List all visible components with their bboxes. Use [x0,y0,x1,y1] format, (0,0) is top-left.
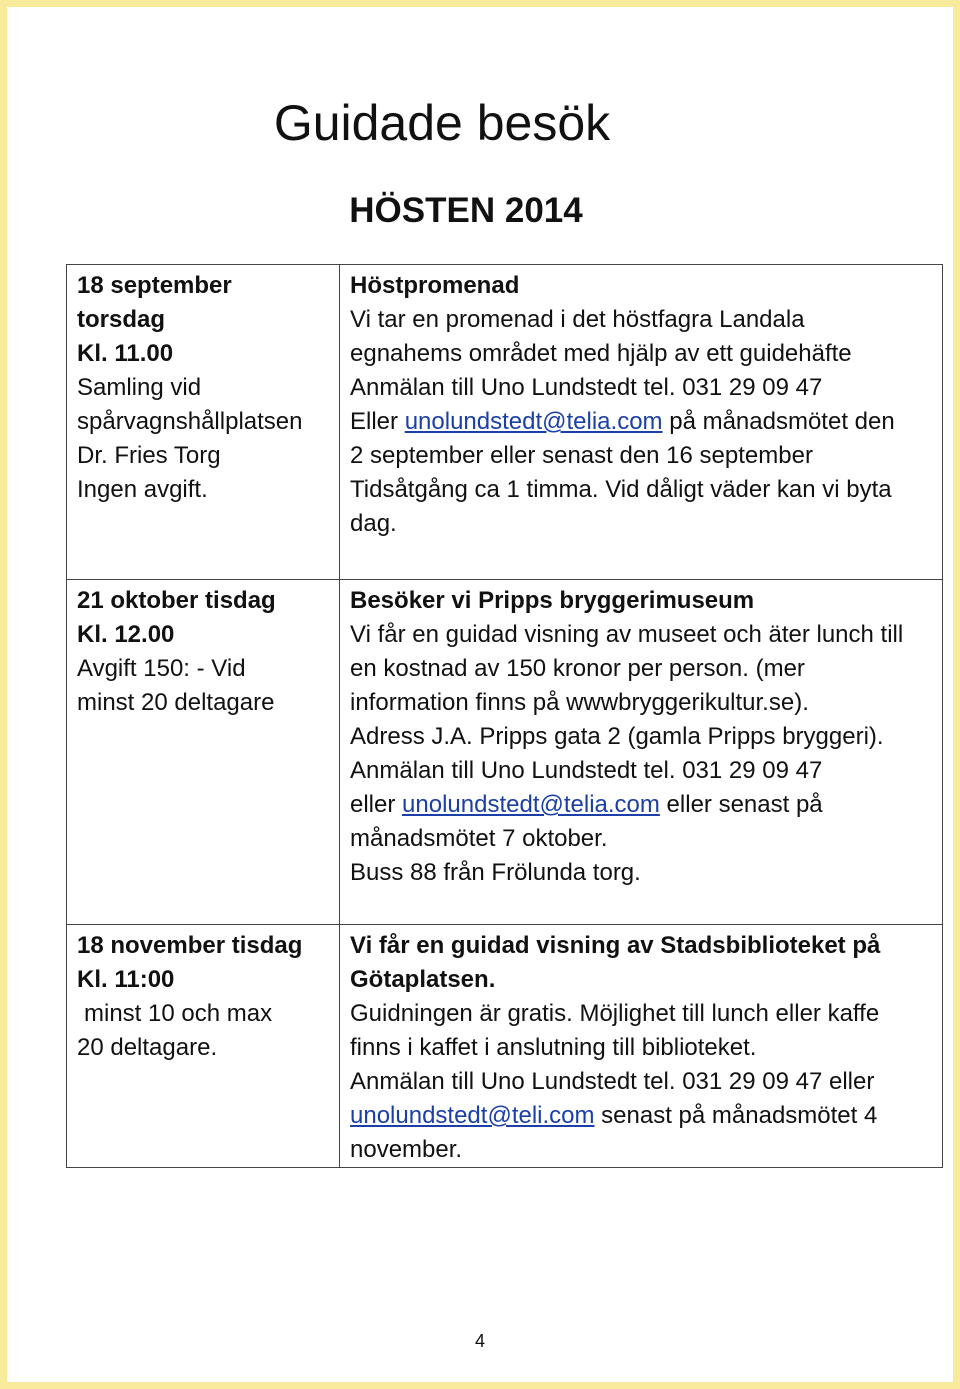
event-text: 2 september eller senast den 16 september [350,442,813,469]
event-text: Anmälan till Uno Lundstedt tel. 031 29 09 47 eller [350,1068,875,1095]
event-info: spårvagnshållplatsen [77,408,303,435]
event-text: Vi får en guidad visning av museet och äter lunch till [350,621,904,648]
event-description-cell [340,925,943,1168]
event-heading: Götaplatsen. [350,966,496,993]
event-time: Kl. 11:00 [77,966,175,993]
email-link[interactable]: unolundstedt@telia.com [404,408,663,435]
event-info: Samling vid [77,374,202,401]
email-suffix: på månadsmötet den [662,408,895,435]
event-heading: Besöker vi Pripps bryggerimuseum [350,587,755,614]
event-text: Vi tar en promenad i det höstfagra Landala [350,306,805,333]
event-date-cell [67,580,340,925]
event-text: november. [350,1136,463,1163]
email-suffix: eller senast på [659,791,823,818]
event-date-cell [67,925,340,1168]
email-prefix: eller [350,791,403,818]
page-title: Guidade besök [273,95,611,151]
event-date-cell [67,265,340,580]
event-text: egnahems området med hjälp av ett guidehäfte [350,340,852,367]
event-text: dag. [350,510,397,537]
event-date: 21 oktober tisdag [77,587,276,614]
event-info: minst 10 och max [84,1000,273,1027]
event-description-cell [340,580,943,925]
event-email-line [350,1099,932,1133]
event-text: en kostnad av 150 kronor per person. (mer [350,655,805,682]
event-date: 18 september [77,272,232,299]
event-time: Kl. 12.00 [77,621,175,648]
event-time: Kl. 11.00 [77,340,174,367]
event-text: Buss 88 från Frölunda torg. [350,859,641,886]
event-text: Anmälan till Uno Lundstedt tel. 031 29 09 47 [350,757,823,784]
page-number: 4 [474,1331,485,1351]
event-text: månadsmötet 7 oktober. [350,825,608,852]
event-info: Avgift 150: - Vid [77,655,246,682]
events-table [66,264,943,1168]
email-link[interactable]: unolundstedt@teli.com [350,1102,595,1129]
email-prefix: Eller [350,408,405,435]
event-text: Tidsåtgång ca 1 timma. Vid dåligt väder kan vi byta [350,476,892,503]
event-row [67,925,943,1168]
event-info: minst 20 deltagare [77,689,275,716]
email-suffix: senast på månadsmötet 4 [594,1102,878,1129]
event-email-line [350,788,932,822]
event-text: Adress J.A. Pripps gata 2 (gamla Pripps bryggeri). [350,723,884,750]
event-info: Ingen avgift. [77,476,208,503]
event-text: information finns på wwwbryggerikultur.se). [350,689,809,716]
email-link[interactable]: unolundstedt@telia.com [402,791,660,818]
event-description-cell [340,265,943,580]
event-heading: Vi får en guidad visning av Stadsbiblioteket på [350,932,881,959]
event-info: 20 deltagare. [77,1034,218,1061]
event-heading: Höstpromenad [350,272,520,299]
event-date: 18 november tisdag [77,932,303,959]
event-info: Dr. Fries Torg [77,442,221,469]
event-row [67,265,943,580]
event-text: Guidningen är gratis. Möjlighet till lunch eller kaffe [350,1000,880,1027]
event-text: Anmälan till Uno Lundstedt tel. 031 29 09 47 [350,374,823,401]
event-text: finns i kaffet i anslutning till biblioteket. [350,1034,757,1061]
event-row [67,580,943,925]
event-weekday: torsdag [77,306,166,333]
page-subtitle: HÖSTEN 2014 [349,191,583,230]
event-email-line [350,405,932,439]
